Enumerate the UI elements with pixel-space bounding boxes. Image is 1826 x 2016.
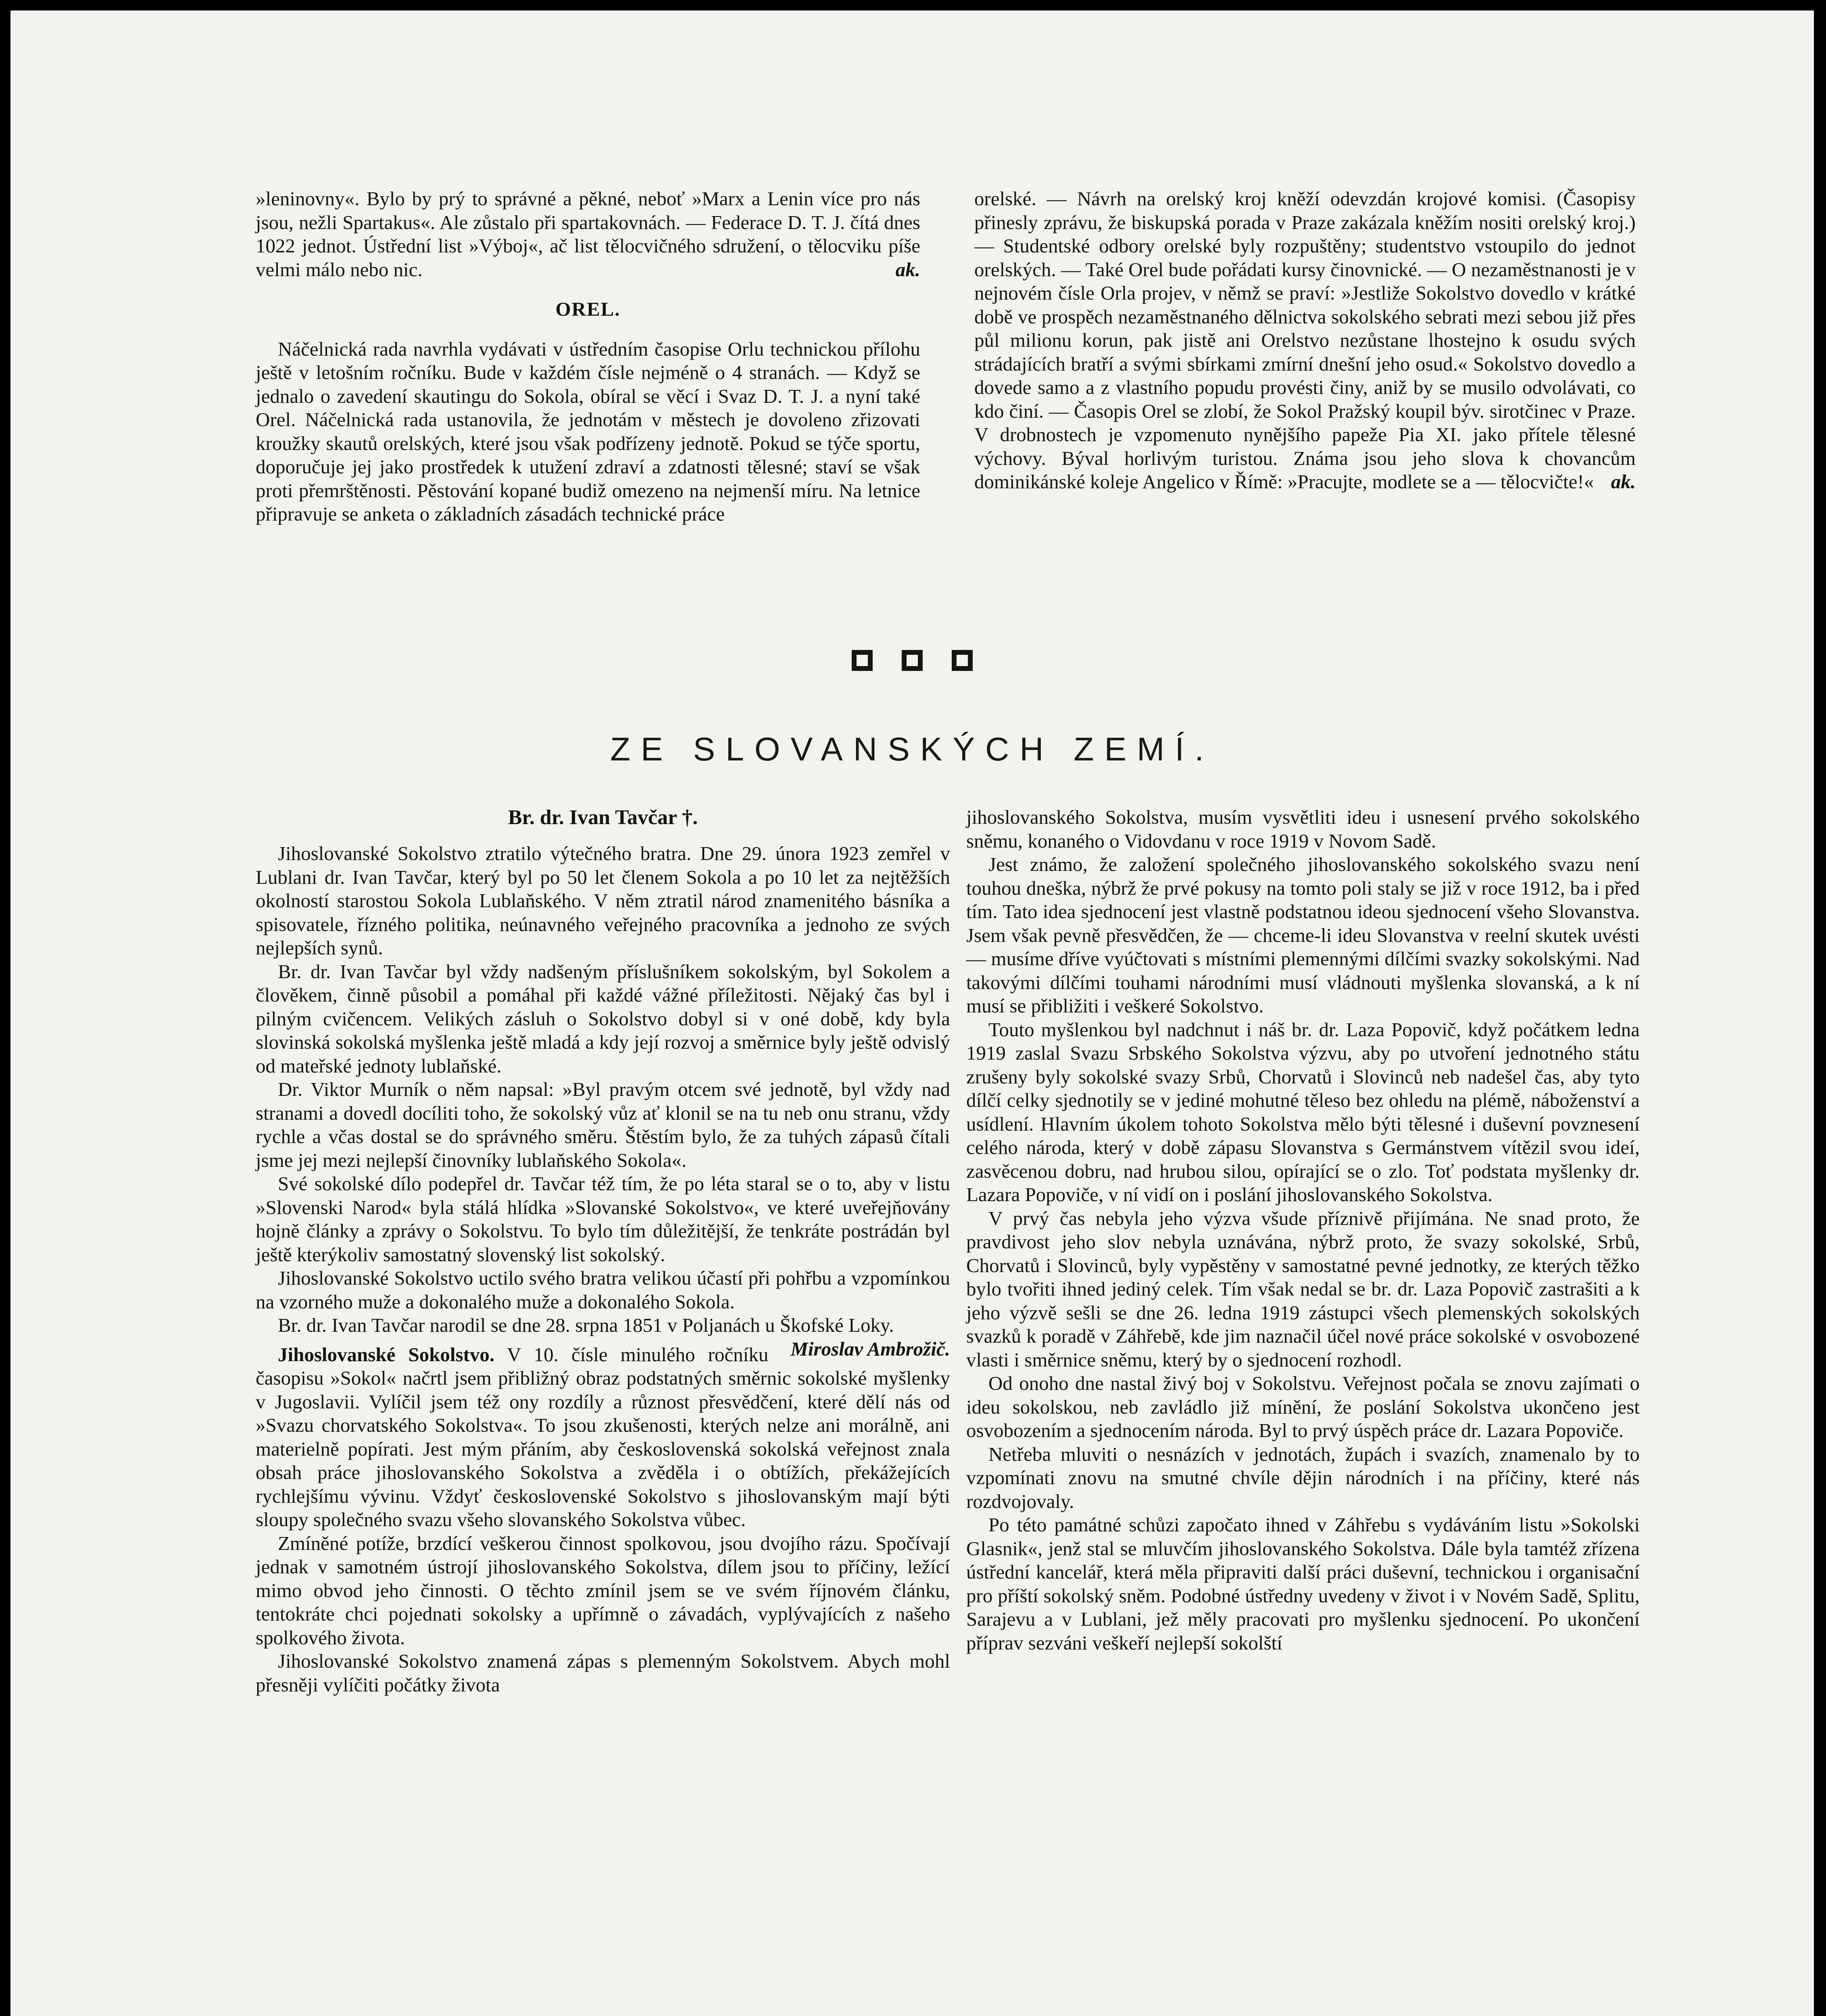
paragraph: jihoslovanského Sokolstva, musím vysvětliti ideu i usnesení prvého sokolského sněmu, konaného o Vidovdanu v roce 1919 v Novom Sadě. bbox=[966, 806, 1640, 852]
paragraph-lead: Jihoslovanské Sokolstvo. bbox=[278, 1343, 495, 1366]
paragraph: Jest známo, že založení společného jihoslovanského sokolského svazu není touhou dneška, nýbrž že prvé pokusy na tomto poli staly se již v roce 1912, ba i před tím. Tato idea sjednocení jest vlastně podstatnou ideou sjednocení všeho Slovanstva. Jsem však pevně přesvědčen, že — chceme-li ideu Slovanstva v reelní skutek uvésti — musíme dříve vyúčtovati s místními plemennými dílčími svazky sokolskými. Nad takovými dílčími touhami národními musí vládnouti myšlenka slovanská, a k ní musí se přibližiti i veškeré Sokolstvo. bbox=[966, 853, 1640, 1017]
article-title: Br. dr. Ivan Tavčar †. bbox=[508, 806, 698, 829]
article-left-column bbox=[256, 806, 950, 1697]
author-signature: ak. bbox=[1611, 471, 1636, 493]
paragraph: Jihoslovanské Sokolstvo uctilo svého bratra velikou účastí při pohřbu a vzpomínkou na vzorného muže a dokonalého muže a dokonalého Sokola. bbox=[256, 1267, 950, 1313]
author-signature: ak. bbox=[895, 258, 920, 281]
paragraph: »leninovny«. Bylo by prý to správné a pěkné, neboť »Marx a Lenin více pro nás jsou, nežli Spartakus«. Ale zůstalo při spartakovnách. — Federace D. T. J. čítá dnes 1022 jednot. Ústřední list »Výboj«, ač list tělocvičného sdružení, o tělocviku píše velmi málo nebo nic. ak. bbox=[256, 187, 920, 281]
square-ornament-icon bbox=[952, 650, 973, 671]
paragraph: Jihoslovanské Sokolstvo. V 10. čísle minulého ročníku časopisu »Sokol« načrtl jsem přibližný obraz podstatných směrnic sokolské myšlenky v Jugoslavii. Vylíčil jsem též ony rozdíly a různost přesvědčení, které dělí nás od »Svazu chorvatského Sokolstva«. To jsou zkušenosti, kterých nelze ani morálně, ani materielně popírati. Jest mým přáním, aby československá sokolská veřejnost znala obsah práce jihoslovanského Sokolstva a zvěděla i o obtížích, překážejících rychlejšímu vývinu. Vždyť československé Sokolstvo s jihoslovanským mají býti sloupy společného svazu všeho slovanského Sokolstva vůbec. bbox=[256, 1343, 950, 1531]
top-left-column bbox=[256, 187, 920, 526]
paragraph: Netřeba mluviti o nesnázích v jednotách, župách i svazích, znamenalo by to vzpomínati znovu na smutné chvíle dějin národních i na příčiny, které nás rozdvojovaly. bbox=[966, 1443, 1640, 1512]
section-title: ZE SLOVANSKÝCH ZEMÍ. bbox=[610, 731, 1215, 768]
square-ornament-icon bbox=[852, 650, 873, 671]
article-right-column bbox=[966, 806, 1640, 1655]
paragraph: Zmíněné potíže, brzdící veškerou činnost spolkovou, jsou dvojího rázu. Spočívají jednak v samotném ústrojí jihoslovanského Sokolstva, dílem jsou to příčiny, ležící mimo obvod jeho činnosti. O těchto zmínil jsem se ve svém říjnovém článku, tentokráte chci pojednati sokolsky a upřímně o závadách, vyplývajících z našeho spolkového života. bbox=[256, 1532, 950, 1649]
ornament-squares bbox=[10, 650, 1814, 671]
square-ornament-icon bbox=[902, 650, 923, 671]
paragraph: Br. dr. Ivan Tavčar byl vždy nadšeným příslušníkem sokolským, byl Sokolem a člověkem, činně působil a pomáhal při každé vážné příležitosti. Nějaký čas byl i pilným cvičencem. Velikých zásluh o Sokolstvo dobyl si v oné době, kdy byla slovinská sokolská myšlenka ještě mladá a kdy její rozvoj a směrnice byly ještě odvislý od mateřské jednoty lublaňské. bbox=[256, 960, 950, 1077]
paragraph: Jihoslovanské Sokolstvo ztratilo výtečného bratra. Dne 29. února 1923 zemřel v Lublani dr. Ivan Tavčar, který byl po 50 let členem Sokola a po 10 let za nejtěžších okolností starostou Sokola Lublaňského. V něm ztratil národ znamenitého básníka a spisovatele, řízného politika, neúnavného veřejného pracovníka a jednoho ze svých nejlepších synů. bbox=[256, 842, 950, 959]
paragraph: Jihoslovanské Sokolstvo znamená zápas s plemenným Sokolstvem. Abych mohl přesněji vylíčiti počátky života bbox=[256, 1650, 950, 1696]
section-heading-orel: OREL. bbox=[555, 298, 621, 320]
paragraph: Po této památné schůzi započato ihned v Záhřebu s vydáváním listu »Sokolski Glasnik«, jenž stal se mluvčím jihoslovanského Sokolstva. Dále byla tamtéž zřízena ústřední kancelář, která měla připraviti další práci duševní, technickou i organisační pro příští sokolský sněm. Podobné ústředny uvedeny v život i v Novém Sadě, Splitu, Sarajevu a v Lublani, jež měly pracovati pro myšlenku sjednocení. Po ukončení příprav sezváni veškeří nejlepší sokolští bbox=[966, 1514, 1640, 1654]
paragraph: Náčelnická rada navrhla vydávati v ústředním časopise Orlu technickou přílohu ještě v letošním ročníku. Bude v každém čísle nejméně o 4 stranách. — Když se jednalo o zavedení skautingu do Sokola, obíral se věcí i Svaz D. T. J. a nyní také Orel. Náčelnická rada ustanovila, že jednotám v městech je dovoleno zřizovati kroužky skautů orelských, které jsou však podřízeny jednotě. Pokud se týče sportu, doporučuje jej jako prostředek k utužení zdraví a zdatnosti tělesné; staví se však proti přemrštěnosti. Pěstování kopané budiž omezeno na nejmenší míru. Na letnice připravuje se anketa o základních zásadách technické práce bbox=[256, 337, 920, 525]
paragraph: Br. dr. Ivan Tavčar narodil se dne 28. srpna 1851 v Poljanách u Škofské Loky. Miroslav Ambrožič. bbox=[256, 1314, 950, 1337]
paragraph: Své sokolské dílo podepřel dr. Tavčar též tím, že po léta staral se o to, aby v listu »Slovenski Narod« byla stálá hlídka »Slovanské Sokolstvo«, ve které uveřejňovány hojně články a zprávy o Sokolstvu. To bylo tím důležitější, že tenkráte postrádán byl ještě kterýkoliv samostatný slovenský list sokolský. bbox=[256, 1173, 950, 1266]
author-signature: Miroslav Ambrožič. bbox=[790, 1337, 950, 1360]
paragraph: Dr. Viktor Murník o něm napsal: »Byl pravým otcem své jednotě, byl vždy nad stranami a dovedl docíliti toho, že sokolský vůz ať klonil se na tu neb onu stranu, vždy rychle a včas dostal se do správného směru. Štěstím bylo, že za tuhých zápasů čítali jsme jej mezi nejlepší činovníky lublaňského Sokola«. bbox=[256, 1078, 950, 1171]
paragraph: orelské. — Návrh na orelský kroj kněží odevzdán krojové komisi. (Časopisy přinesly zprávu, že biskupská porada v Praze zakázala kněžím nositi orelský kroj.) — Studentské odbory orelské byly rozpuštěny; studentstvo vstoupilo do jednot orelských. — Také Orel bude pořádati kursy činovnické. — O nezaměstnanosti je v nejnovém čísle Orla projev, v němž se praví: »Jestliže Sokolstvo dovedlo v krátké době ve prospěch nezaměstnaného dělnictva sokolského sebrati mezi sebou již přes půl milionu korun, pak jistě ani Orelstvo nezůstane lhostejno k osudu svých strádajících bratří a svými sbírkami zmírní dnešní jeho osud.« Sokolstvo dovedlo a dovede samo a z vlastního popudu provésti činy, aniž by se musilo odvolávati, co kdo činí. — Časopis Orel se zlobí, že Sokol Pražský koupil býv. sirotčinec v Praze. V drobnostech je vzpomenuto nynějšího papeže Pia XI. jako přítele tělesné výchovy. Býval horlivým turistou. Známa jsou jeho slova k chovancům dominikánské koleje Angelico v Římě: »Pracujte, modlete se a — tělocvičte!« ak. bbox=[974, 187, 1636, 494]
paragraph: Touto myšlenkou byl nadchnut i náš br. dr. Laza Popovič, když počátkem ledna 1919 zaslal Svazu Srbského Sokolstva výzvu, aby po utvoření jednotného státu zrušeny byly sokolské svazy Srbů, Chorvatů i Slovinců neb nadešel čas, aby tyto dílčí celky sjednotily se v jediné mohutné těleso bez ohledu na plémě, náboženství a usídlení. Hlavním úkolem tohoto Sokolstva mělo býti tělesné i duševní povznesení celého národa, který v době zápasu Slovanstva s Germánstvem vítězil svou ideí, zasvěcenou dobru, nad hrubou silou, opírající se o zlo. Toť podstata myšlenky dr. Lazara Popoviče, v ní vidí on i poslání jihoslovanského Sokolstva. bbox=[966, 1018, 1640, 1206]
document-page bbox=[10, 10, 1814, 2016]
paragraph: Od onoho dne nastal živý boj v Sokolstvu. Veřejnost počala se znovu zajímati o ideu sokolskou, neb zavládlo již mínění, že poslání Sokolstva ukončeno jest osvobozením a sjednocením národa. Byl to prvý úspěch práce dr. Lazara Popoviče. bbox=[966, 1372, 1640, 1441]
top-right-column bbox=[974, 187, 1636, 494]
paragraph: V prvý čas nebyla jeho výzva všude příznivě přijímána. Ne snad proto, že pravdivost jeho slov nebyla uznávána, nýbrž proto, že svazy sokolské, Srbů, Chorvatů i Slovinců, byly vypěstěny v samostatné pevné jednotky, ze kterých těžko bylo tvořiti ihned jediný celek. Tím však nedal se br. dr. Laza Popovič zastrašiti a k jeho výzvě sešli se dne 26. ledna 1919 zástupci všech plemenských sokolských svazků k poradě v Záhřebě, kde jim naznačil účel nové práce sokolské v osvobozené vlasti i směrnice sněmu, který by o sjednocení rozhodl. bbox=[966, 1207, 1640, 1371]
